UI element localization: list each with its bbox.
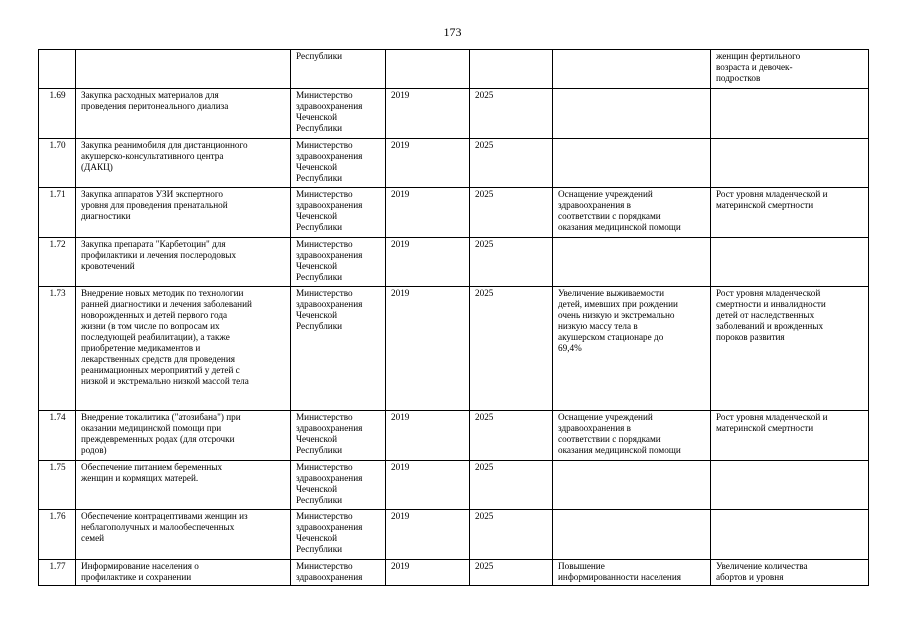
risk-cell [711,50,869,89]
end-year-cell-text: 2025 [475,462,494,472]
executor-cell [291,188,386,238]
row-number-cell [39,50,76,89]
expected-result-cell [553,238,711,287]
table-row [39,510,869,560]
activity-name-cell-text: Обеспечение контрацептивами женщин из неблагополучных и малообеспеченных семей [81,511,248,543]
executor-cell-text: Министерство здравоохранения Чеченской Республики [296,288,363,331]
activity-name-cell-text: Закупка расходных материалов для проведения перитонеального диализа [81,90,229,111]
expected-result-cell-text: Оснащение учреждений здравоохранения в соответствии с порядками оказания медицинской помощи [558,189,681,232]
activity-name-cell [76,238,291,287]
start-year-cell [386,188,470,238]
activity-name-cell [76,188,291,238]
end-year-cell-text: 2025 [475,140,494,150]
activity-name-cell [76,411,291,461]
start-year-cell [386,510,470,560]
row-number-cell-text: 1.70 [49,140,66,150]
risk-cell-text: женщин фертильного возраста и девочек- подростков [716,51,801,83]
end-year-cell-text: 2025 [475,239,494,249]
end-year-cell [470,461,553,510]
end-year-cell [470,89,553,139]
expected-result-cell-text: Увеличение выживаемости детей, имевших при рождении очень низкую и экстремально низкую массу тела в акушерском стационаре до 69,4% [558,288,678,353]
start-year-cell [386,139,470,188]
expected-result-cell [553,560,711,586]
end-year-cell-text: 2025 [475,561,494,571]
table-row [39,287,869,411]
executor-cell [291,411,386,461]
row-number-cell-text: 1.77 [49,561,66,571]
page-number: 173 [443,25,462,39]
start-year-cell-text: 2019 [391,239,410,249]
activity-name-cell [76,287,291,411]
start-year-cell [386,411,470,461]
row-number-cell-text: 1.69 [49,90,66,100]
row-number-cell [39,238,76,287]
start-year-cell-text: 2019 [391,90,410,100]
risk-cell [711,188,869,238]
executor-cell [291,89,386,139]
start-year-cell [386,238,470,287]
risk-cell [711,461,869,510]
executor-cell-text: Министерство здравоохранения Чеченской Республики [296,239,363,282]
expected-result-cell [553,89,711,139]
activities-table [38,49,869,586]
table-row [39,50,869,89]
start-year-cell-text: 2019 [391,189,410,199]
expected-result-cell [553,461,711,510]
activity-name-cell [76,560,291,586]
row-number-cell [39,461,76,510]
end-year-cell [470,188,553,238]
risk-cell [711,139,869,188]
table-row [39,411,869,461]
start-year-cell [386,461,470,510]
activity-name-cell-text: Внедрение токалитика ("атозибана") при оказании медицинской помощи при преждевременных родах (для отсрочки родов) [81,412,241,455]
activity-name-cell-text: Внедрение новых методик по технологии ранней диагностики и лечения заболеваний новорожденных и детей первого года жизни (в том числе по вопросам их последующей реабилитации), а также приобретение медикаментов и лекарственных средств для проведения реанимационных мероприятий у детей с низкой и экстремально низкой массой тела [81,288,252,386]
expected-result-cell [553,50,711,89]
risk-cell [711,560,869,586]
end-year-cell-text: 2025 [475,90,494,100]
row-number-cell-text: 1.74 [49,412,66,422]
risk-cell-text: Рост уровня младенческой и материнской смертности [716,189,828,210]
start-year-cell [386,50,470,89]
executor-cell-text: Министерство здравоохранения Чеченской Республики [296,189,363,232]
row-number-cell-text: 1.76 [49,511,66,521]
table-row [39,461,869,510]
expected-result-cell [553,188,711,238]
start-year-cell-text: 2019 [391,412,410,422]
start-year-cell [386,287,470,411]
executor-cell [291,461,386,510]
row-number-cell [39,560,76,586]
end-year-cell [470,560,553,586]
executor-cell-text: Министерство здравоохранения Чеченской Республики [296,511,363,554]
end-year-cell-text: 2025 [475,511,494,521]
end-year-cell [470,139,553,188]
expected-result-cell [553,139,711,188]
row-number-cell [39,287,76,411]
row-number-cell-text: 1.75 [49,462,66,472]
row-number-cell [39,139,76,188]
start-year-cell-text: 2019 [391,140,410,150]
executor-cell-text: Министерство здравоохранения Чеченской Республики [296,412,363,455]
activity-name-cell-text: Закупка реанимобиля для дистанционного акушерско-консультативного центра (ДАКЦ) [81,140,248,172]
executor-cell-text: Министерство здравоохранения [296,561,363,582]
expected-result-cell [553,287,711,411]
activity-name-cell [76,50,291,89]
end-year-cell [470,287,553,411]
activity-name-cell [76,461,291,510]
table-row [39,560,869,586]
executor-cell [291,510,386,560]
expected-result-cell [553,411,711,461]
end-year-cell [470,238,553,287]
start-year-cell [386,89,470,139]
end-year-cell [470,510,553,560]
end-year-cell-text: 2025 [475,412,494,422]
risk-cell [711,287,869,411]
end-year-cell-text: 2025 [475,189,494,199]
activity-name-cell-text: Закупка препарата "Карбетоцин" для профилактики и лечения послеродовых кровотечений [81,239,237,271]
activity-name-cell-text: Обеспечение питанием беременных женщин и кормящих матерей. [81,462,223,483]
row-number-cell-text: 1.71 [49,189,66,199]
risk-cell [711,411,869,461]
activity-name-cell-text: Информирование населения о профилактике и сохранении [81,561,199,582]
start-year-cell-text: 2019 [391,561,410,571]
executor-cell-text: Республики [296,51,343,61]
expected-result-cell-text: Оснащение учреждений здравоохранения в соответствии с порядками оказания медицинской помощи [558,412,681,455]
start-year-cell [386,560,470,586]
executor-cell [291,287,386,411]
risk-cell-text: Рост уровня младенческой смертности и инвалидности детей от наследственных заболеваний и врожденных пороков развития [716,288,826,342]
end-year-cell-text: 2025 [475,288,494,298]
row-number-cell [39,89,76,139]
risk-cell [711,89,869,139]
row-number-cell [39,188,76,238]
risk-cell-text: Увеличение количества абортов и уровня [716,561,808,582]
start-year-cell-text: 2019 [391,511,410,521]
start-year-cell-text: 2019 [391,462,410,472]
expected-result-cell [553,510,711,560]
executor-cell-text: Министерство здравоохранения Чеченской Республики [296,90,363,133]
row-number-cell-text: 1.72 [49,239,66,249]
activity-name-cell-text: Закупка аппаратов УЗИ экспертного уровня для проведения пренатальной диагностики [81,189,228,221]
expected-result-cell-text: Повышение информированности населения [558,561,681,582]
risk-cell [711,510,869,560]
activity-name-cell [76,510,291,560]
executor-cell-text: Министерство здравоохранения Чеченской Республики [296,462,363,505]
start-year-cell-text: 2019 [391,288,410,298]
row-number-cell [39,510,76,560]
activities-table-body [39,50,869,586]
activity-name-cell [76,89,291,139]
table-row [39,188,869,238]
executor-cell-text: Министерство здравоохранения Чеченской Республики [296,140,363,183]
row-number-cell [39,411,76,461]
executor-cell [291,139,386,188]
risk-cell [711,238,869,287]
executor-cell [291,50,386,89]
row-number-cell-text: 1.73 [49,288,66,298]
table-row [39,89,869,139]
executor-cell [291,560,386,586]
table-row [39,238,869,287]
table-row [39,139,869,188]
end-year-cell [470,411,553,461]
risk-cell-text: Рост уровня младенческой и материнской смертности [716,412,828,433]
activity-name-cell [76,139,291,188]
end-year-cell [470,50,553,89]
executor-cell [291,238,386,287]
